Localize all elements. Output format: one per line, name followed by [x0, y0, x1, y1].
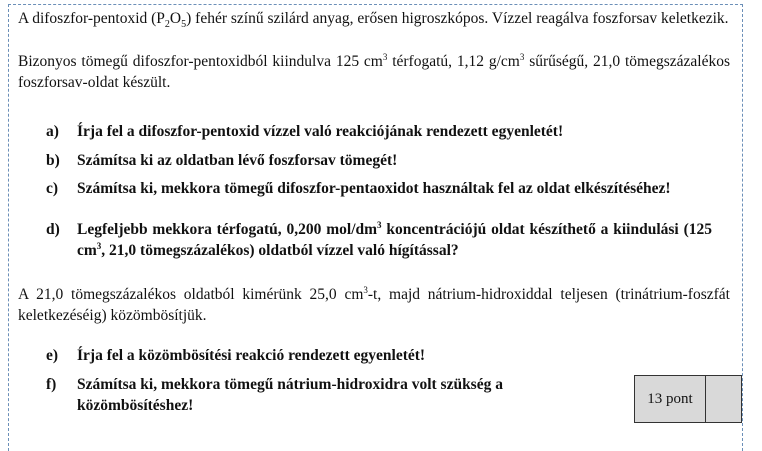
question-text-part: , 21,0 tömegszázalékos) oldatból vízzel való hígítással?: [101, 242, 459, 259]
superscript: 3: [519, 51, 525, 62]
question-c: [0, 178, 762, 222]
solution-text: térfogatú, 1,12 g/cm: [387, 53, 520, 70]
solution-paragraph: [18, 51, 730, 93]
intro-text: O: [169, 10, 182, 27]
superscript: 3: [382, 51, 388, 62]
question-label: c): [46, 180, 59, 197]
superscript: 3: [377, 219, 382, 230]
intro-paragraph: [18, 8, 730, 29]
question-label: f): [46, 376, 57, 393]
neutralization-text: -t, majd nátrium-hidroxiddal teljesen (trinátrium-foszfát keletkezéséig) közömbösítjük.: [18, 286, 730, 324]
neutralization-text: A 21,0 tömegszázalékos oldatból kimérünk 25,0 cm: [18, 286, 364, 303]
neutralization-paragraph: [18, 284, 730, 326]
solution-text: Bizonyos tömegű difoszfor-pentoxidból kiindulva 125 cm: [18, 53, 383, 70]
intro-text: ) fehér színű szilárd anyag, erősen higroszkópos. Vízzel reagálva foszforsav keletkezik.: [186, 10, 729, 27]
question-text-part: koncentrációjú oldat készíthető a kiindulási (125 cm: [77, 221, 712, 259]
question-text: Számítsa ki, mekkora tömegű nátrium-hidroxidra volt szükség a közömbösítéshez!: [77, 376, 503, 414]
question-text-part: Legfeljebb mekkora térfogatú, 0,200 mol/dm: [77, 221, 378, 238]
question-text: Írja fel a difoszfor-pentoxid vízzel való reakciójának rendezett egyenletét!: [77, 123, 564, 140]
solution-text: sűrűségű, 21,0 tömegszázalékos foszforsav-oldat készült.: [18, 53, 730, 91]
superscript: 3: [363, 284, 368, 295]
question-text: [77, 219, 712, 261]
question-text: Írja fel a közömbösítési reakció rendezett egyenletét!: [77, 347, 426, 364]
score-label: 13 pont: [635, 376, 706, 422]
question-label: a): [46, 123, 59, 140]
question-label: e): [46, 347, 59, 364]
score-box: [634, 375, 742, 423]
score-input-box: [706, 376, 741, 422]
question-text: Számítsa ki, mekkora tömegű difoszfor-pentaoxidot használtak fel az oldat elkészítéséhez!: [77, 180, 671, 197]
subscript: 2: [164, 19, 170, 31]
subscript: 5: [181, 19, 187, 31]
question-label: b): [46, 152, 60, 169]
superscript: 3: [96, 240, 102, 251]
question-d: [0, 219, 762, 263]
question-text: Számítsa ki az oldatban lévő foszforsav tömegét!: [77, 152, 398, 169]
intro-text: A difoszfor-pentoxid (P: [18, 10, 165, 27]
question-label: d): [46, 221, 60, 238]
